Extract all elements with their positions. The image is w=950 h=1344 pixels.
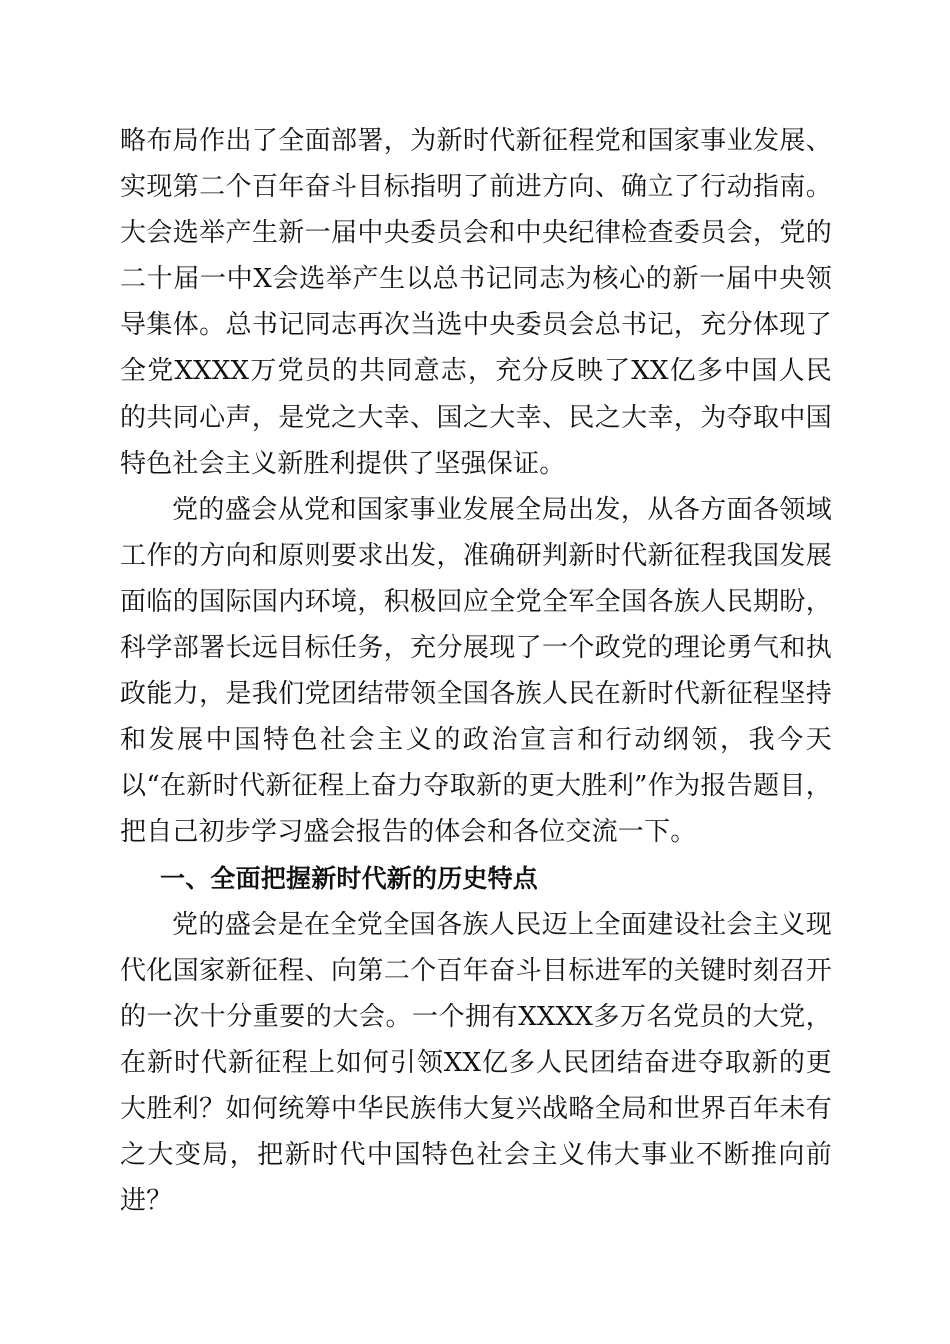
paragraph-continuation: 略布局作出了全面部署，为新时代新征程党和国家事业发展、实现第二个百年奋斗目标指明了前进方向、确立了行动指南。大会选举产生新一届中央委员会和中央纪律检查委员会，党的二十届一中X会选举产生以总书记同志为核心的新一届中央领导集体。总书记同志再次当选中央委员会总书记，充分体现了全党XXXX万党员的共同意志，充分反映了XX亿多中国人民的共同心声，是党之大幸、国之大幸、民之大幸，为夺取中国特色社会主义新胜利提供了坚强保证。 <box>120 126 832 479</box>
section-heading: 一、全面把握新时代新的历史特点 <box>160 863 539 893</box>
paragraph-conference-significance: 党的盛会从党和国家事业发展全局出发，从各方面各领域工作的方向和原则要求出发，准确研判新时代新征程我国发展面临的国际国内环境，积极回应全党全军全国各族人民期盼，科学部署长远目标任务，充分展现了一个政党的理论勇气和执政能力，是我们党团结带领全国各族人民在新时代新征程坚持和发展中国特色社会主义的政治宣言和行动纲领，我今天以“在新时代新征程上奋力夺取新的更大胜利”作为报告题目，把自己初步学习盛会报告的体会和各位交流一下。 <box>120 494 832 848</box>
paragraph-section-one-intro: 党的盛会是在全党全国各族人民迈上全面建设社会主义现代化国家新征程、向第二个百年奋斗目标进军的关键时刻召开的一次十分重要的大会。一个拥有XXXX多万名党员的大党，在新时代新征程上如何引领XX亿多人民团结奋进夺取新的更大胜利？如何统筹中华民族伟大复兴战略全局和世界百年未有之大变局，把新时代中国特色社会主义伟大事业不断推向前进？ <box>120 909 832 1217</box>
document-body <box>120 118 832 1224</box>
